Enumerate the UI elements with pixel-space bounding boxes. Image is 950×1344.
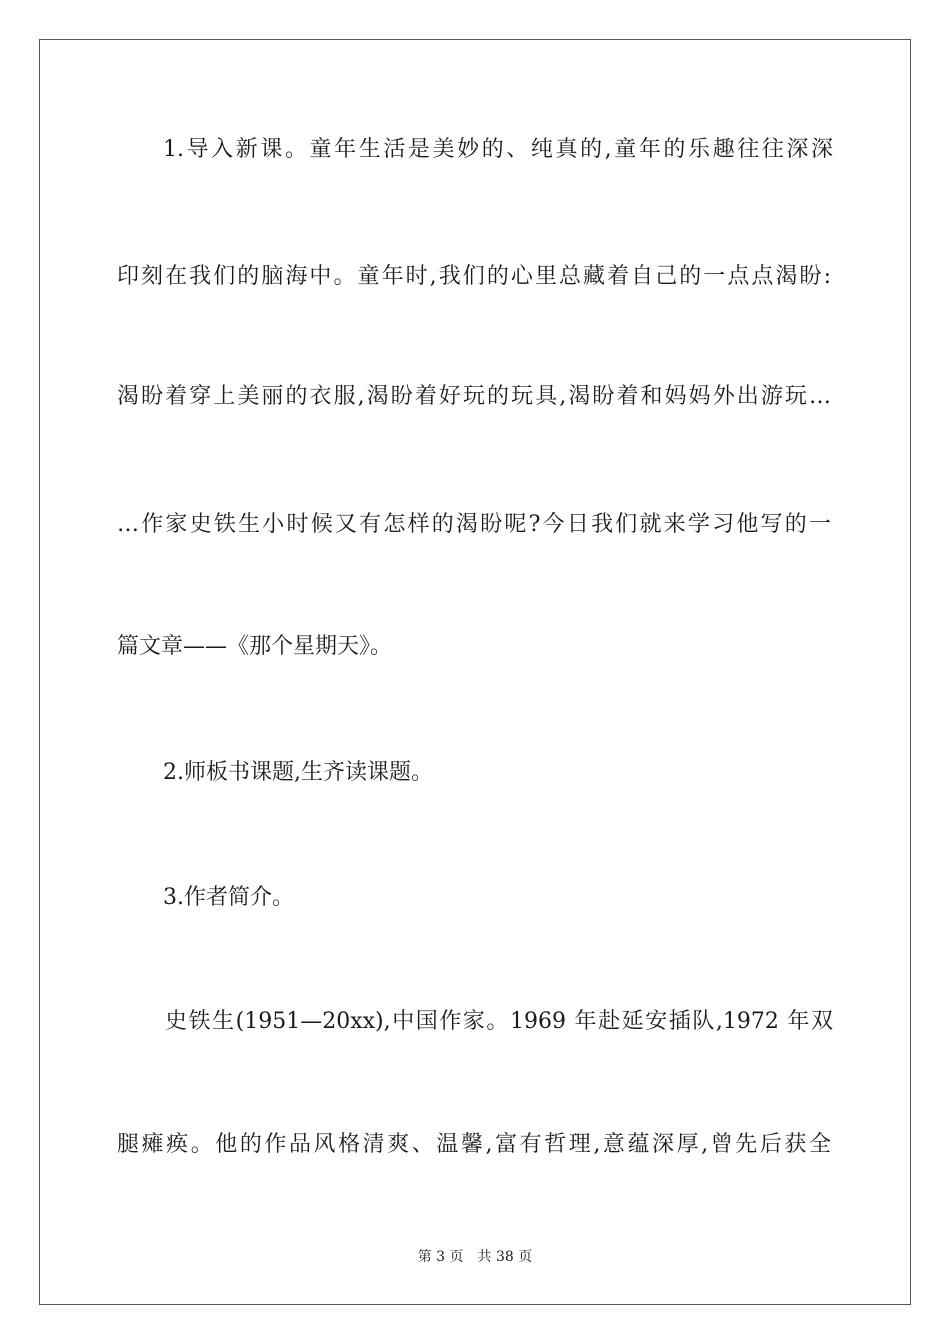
page-number: 第 3 页 [417,1249,464,1265]
paragraph-line: …作家史铁生小时候又有怎样的渴盼呢?今日我们就来学习他写的一 [117,512,831,537]
paragraph-line: 3.作者简介。 [163,885,294,910]
paragraph-line: 篇文章——《那个星期天》。 [117,634,393,659]
page-footer [0,1247,950,1267]
paragraph-line: 渴盼着穿上美丽的衣服,渴盼着好玩的玩具,渴盼着和妈妈外出游玩… [117,384,831,409]
page-border [39,39,911,1305]
paragraph-line: 2.师板书课题,生齐读课题。 [163,760,433,785]
paragraph-line: 印刻在我们的脑海中。童年时,我们的心里总藏着自己的一点点渴盼: [117,264,831,289]
paragraph-line: 1.导入新课。童年生活是美妙的、纯真的,童年的乐趣往往深深 [163,137,833,162]
page-total: 共 38 页 [477,1249,533,1265]
paragraph-line: 史铁生(1951—20xx),中国作家。1969 年赴延安插队,1972 年双 [165,1009,833,1034]
paragraph-line: 腿瘫痪。他的作品风格清爽、温馨,富有哲理,意蕴深厚,曾先后获全 [117,1132,831,1157]
